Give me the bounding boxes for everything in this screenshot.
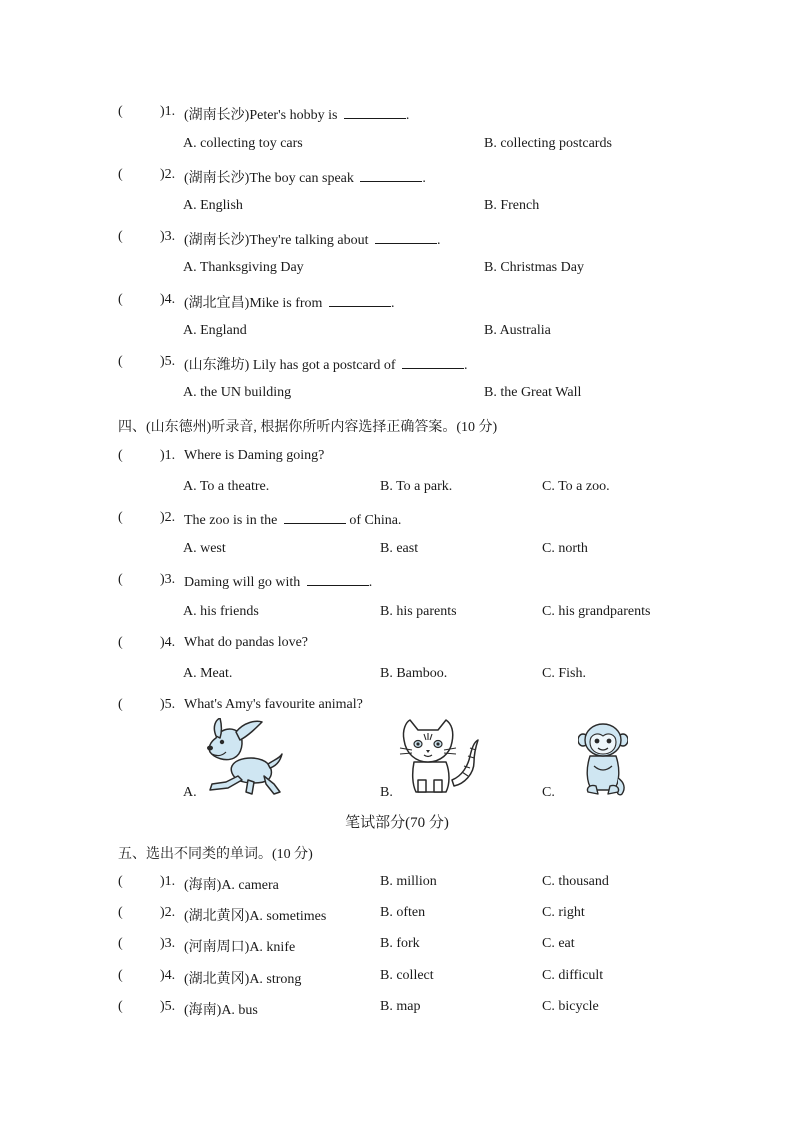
answer-paren[interactable]: ( )2. (118, 905, 176, 920)
option-b[interactable]: B. To a park. (380, 479, 453, 494)
option-a[interactable]: A. Thanksgiving Day (183, 260, 304, 275)
option-a[interactable]: A. Meat. (183, 666, 233, 681)
option-a[interactable]: A. English (183, 198, 243, 213)
p4-q5: ( )5. What's Amy's favourite animal? (118, 697, 363, 712)
answer-paren[interactable]: ( )2. (118, 167, 176, 182)
answer-blank (360, 168, 422, 182)
answer-paren[interactable]: ( )3. (118, 229, 176, 244)
answer-blank (344, 105, 406, 119)
option-c[interactable]: C. thousand (542, 874, 609, 889)
option-a[interactable]: (湖北黄冈)A. strong (184, 972, 302, 987)
option-c[interactable]: C. To a zoo. (542, 479, 610, 494)
option-b[interactable]: B. Bamboo. (380, 666, 448, 681)
option-b[interactable]: B. the Great Wall (484, 385, 582, 400)
option-a[interactable]: (河南周口)A. knife (184, 940, 296, 955)
answer-paren[interactable]: ( )2. (118, 510, 176, 525)
p4-q3: ( )3. Daming will go with . (118, 572, 373, 590)
option-b[interactable]: B. often (380, 905, 426, 920)
option-a[interactable]: (湖北黄冈)A. sometimes (184, 909, 327, 924)
option-c[interactable]: C. (542, 785, 555, 800)
option-c[interactable]: C. Fish. (542, 666, 586, 681)
p4-q2: ( )2. The zoo is in the of China. (118, 510, 402, 528)
answer-blank (307, 572, 369, 586)
p4-q5-options (0, 785, 794, 803)
p4-q2-options (0, 541, 794, 559)
option-a[interactable]: A. the UN building (183, 385, 292, 400)
p3-q5: ( )5. (山东潍坊) Lily has got a postcard of . (118, 354, 468, 373)
option-c[interactable]: C. difficult (542, 968, 604, 983)
p5-q3 (0, 936, 794, 954)
answer-paren[interactable]: ( )3. (118, 936, 176, 951)
p3-q2-options (0, 198, 794, 216)
option-b[interactable]: B. million (380, 874, 437, 889)
p4-q3-options (0, 604, 794, 622)
option-b[interactable]: B. his parents (380, 604, 457, 619)
option-a[interactable]: (海南)A. camera (184, 878, 279, 893)
p3-q5-options (0, 385, 794, 403)
p3-q2: ( )2. (湖南长沙)The boy can speak . (118, 167, 426, 186)
option-c[interactable]: C. north (542, 541, 588, 556)
option-b[interactable]: B. east (380, 541, 419, 556)
answer-paren[interactable]: ( )1. (118, 874, 176, 889)
answer-blank (329, 293, 391, 307)
p4-q4: ( )4. What do pandas love? (118, 635, 309, 650)
answer-paren[interactable]: ( )5. (118, 999, 176, 1014)
dog-icon[interactable] (202, 718, 284, 800)
p5-q5 (0, 999, 794, 1017)
option-c[interactable]: C. bicycle (542, 999, 599, 1014)
option-a[interactable]: A. his friends (183, 604, 259, 619)
p4-q4-options (0, 666, 794, 684)
option-b[interactable]: B. fork (380, 936, 420, 951)
answer-paren[interactable]: ( )5. (118, 697, 176, 712)
option-a[interactable]: A. (183, 785, 197, 800)
part4-heading: 四、(山东德州)听录音, 根据你所听内容选择正确答案。(10 分) (118, 420, 498, 435)
option-b[interactable]: B. Christmas Day (484, 260, 584, 275)
answer-paren[interactable]: ( )4. (118, 968, 176, 983)
answer-blank (402, 355, 464, 369)
answer-blank (375, 230, 437, 244)
option-c[interactable]: C. right (542, 905, 585, 920)
p4-q1: ( )1. Where is Daming going? (118, 448, 325, 463)
option-a[interactable]: A. collecting toy cars (183, 136, 303, 151)
p4-q1-options (0, 479, 794, 497)
option-b[interactable]: B. Australia (484, 323, 551, 338)
answer-paren[interactable]: ( )4. (118, 635, 176, 650)
option-c[interactable]: C. his grandparents (542, 604, 651, 619)
answer-paren[interactable]: ( )1. (118, 448, 176, 463)
p5-q4 (0, 968, 794, 986)
option-a[interactable]: (海南)A. bus (184, 1003, 258, 1018)
p3-q4-options (0, 323, 794, 341)
p3-q4: ( )4. (湖北宜昌)Mike is from . (118, 292, 395, 311)
p3-q3-options (0, 260, 794, 278)
p5-q1 (0, 874, 794, 892)
option-b[interactable]: B. (380, 785, 393, 800)
monkey-icon[interactable] (578, 722, 628, 798)
part5-heading: 五、选出不同类的单词。(10 分) (118, 847, 313, 862)
option-a[interactable]: A. England (183, 323, 247, 338)
answer-paren[interactable]: ( )5. (118, 354, 176, 369)
option-b[interactable]: B. collecting postcards (484, 136, 612, 151)
option-a[interactable]: A. west (183, 541, 226, 556)
option-c[interactable]: C. eat (542, 936, 575, 951)
p3-q1-options (0, 136, 794, 154)
answer-blank (284, 510, 346, 524)
answer-paren[interactable]: ( )1. (118, 104, 176, 119)
p5-q2 (0, 905, 794, 923)
p3-q3: ( )3. (湖南长沙)They're talking about . (118, 229, 441, 248)
answer-paren[interactable]: ( )4. (118, 292, 176, 307)
option-b[interactable]: B. collect (380, 968, 434, 983)
option-b[interactable]: B. French (484, 198, 540, 213)
p3-q1: ( )1. (湖南长沙)Peter's hobby is . (118, 104, 410, 123)
cat-icon[interactable] (398, 718, 480, 798)
answer-paren[interactable]: ( )3. (118, 572, 176, 587)
written-part-title: 笔试部分(70 分) (345, 815, 449, 831)
option-b[interactable]: B. map (380, 999, 421, 1014)
option-a[interactable]: A. To a theatre. (183, 479, 270, 494)
